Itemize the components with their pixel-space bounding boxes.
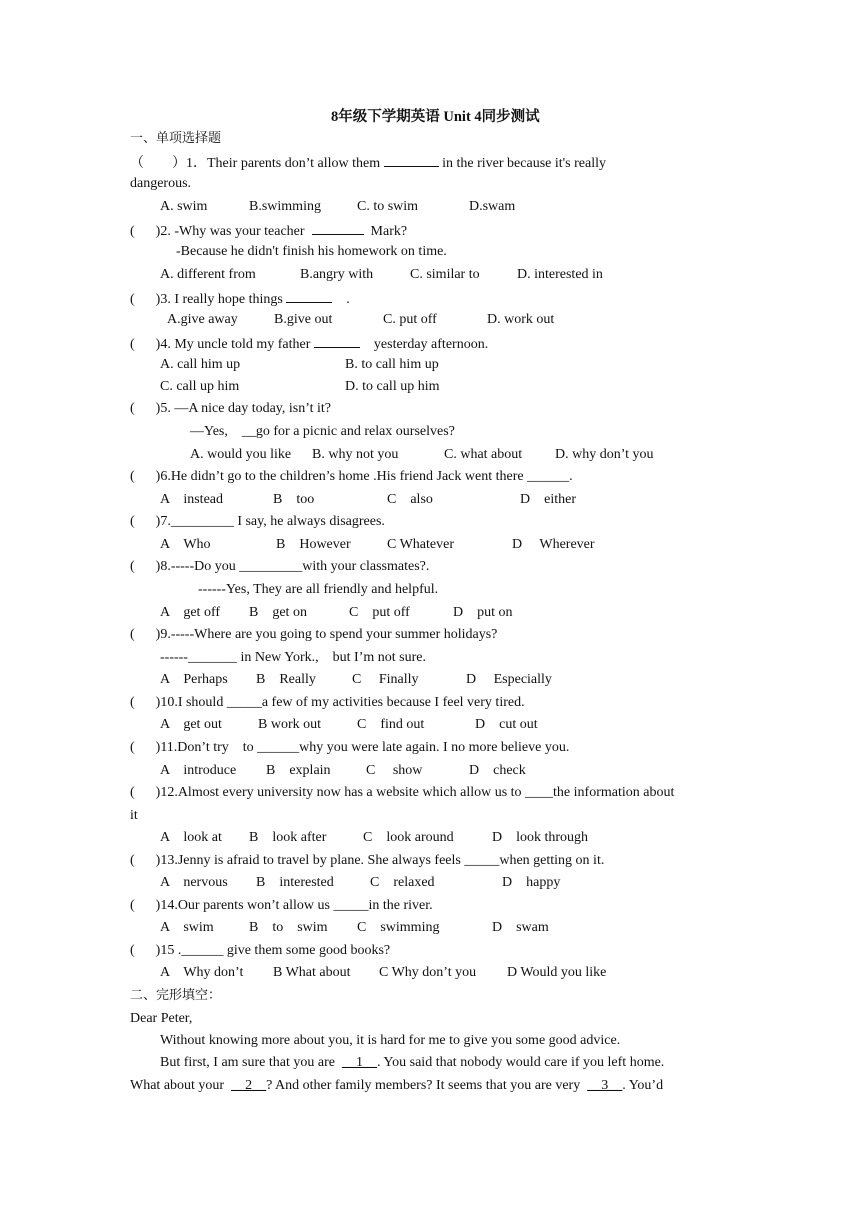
question-7-option-c: C Whatever [387,537,454,552]
question-3-option-d: D. work out [487,312,555,327]
question-7-option-d: D Wherever [512,537,595,552]
question-12-continuation: it [130,808,138,823]
section-heading-multiple-choice: 一、单项选择题 [130,131,222,146]
question-6-option-b: B too [273,492,315,507]
question-1 [130,152,606,173]
question-6-stem: ( )6.He didn’t go to the children’s home .His friend Jack went there ______. [130,469,573,484]
question-1-option-a: A. swim [160,199,208,214]
question-1-stem: （ ）1．Their parents don’t allow them [130,156,381,171]
question-14-stem: ( )14.Our parents won’t allow us _____in the river. [130,898,433,913]
question-5-option-d: D. why don’t you [555,447,654,462]
question-3 [130,288,350,309]
question-12-option-a: A look at [160,830,222,845]
question-14-option-a: A swim [160,920,214,935]
question-4-option-b: B. to call him up [345,357,439,372]
question-5-option-a: A. would you like [190,447,292,462]
question-2-option-d: D. interested in [517,267,603,282]
question-1-option-b: B.swimming [249,199,321,214]
question-4 [130,333,488,354]
question-6-option-d: D either [520,492,576,507]
question-6-option-a: A instead [160,492,223,507]
question-4-option-d: D. to call up him [345,379,440,394]
question-1-option-c: C. to swim [357,199,419,214]
question-3-option-c: C. put off [383,312,437,327]
letter-text: . You said that nobody would care if you left home. [376,1055,665,1070]
question-8-option-b: B get on [249,605,307,620]
answer-blank[interactable] [312,220,364,235]
question-3-stem-end: . [346,292,350,307]
question-3-option-b: B.give out [274,312,333,327]
answer-blank[interactable] [384,152,439,167]
question-12-option-d: D look through [492,830,589,845]
question-14-option-c: C swimming [357,920,440,935]
question-14-option-b: B to swim [249,920,328,935]
question-10-option-b: B work out [258,717,321,732]
cloze-blank-1[interactable]: __1__ [341,1055,377,1070]
question-4-stem-end: yesterday afternoon. [373,337,489,352]
question-11-option-a: A introduce [160,763,237,778]
question-7-option-b: B However [276,537,351,552]
answer-blank[interactable] [286,288,332,303]
question-2-option-b: B.angry with [300,267,374,282]
question-15-option-a: A Why don’t [160,965,244,980]
question-13-option-b: B interested [256,875,334,890]
question-3-option-a: A.give away [167,312,238,327]
question-9-option-b: B Really [256,672,316,687]
question-10-stem: ( )10.I should _____a few of my activities because I feel very tired. [130,695,525,710]
question-13-option-a: A nervous [160,875,228,890]
question-1-option-d: D.swam [469,199,516,214]
page-title: 8年级下学期英语 Unit 4同步测试 [331,109,540,125]
question-7-stem: ( )7._________ I say, he always disagrees. [130,514,385,529]
letter-paragraph-1: Without knowing more about you, it is hard for me to give you some good advice. [160,1033,621,1048]
section-heading-cloze: 二、完形填空： [130,988,222,1003]
question-8-reply: ------Yes, They are all friendly and helpful. [198,582,439,597]
question-15-option-c: C Why don’t you [379,965,477,980]
question-6-option-c: C also [387,492,433,507]
question-9-reply: ------_______ in New York., but I’m not sure. [160,650,426,665]
question-13-option-d: D happy [502,875,561,890]
question-11-stem: ( )11.Don’t try to ______why you were late again. I no more believe you. [130,740,570,755]
question-11-option-d: D check [469,763,526,778]
question-14-option-d: D swam [492,920,549,935]
question-8-option-d: D put on [453,605,513,620]
question-12-option-b: B look after [249,830,327,845]
question-4-stem: ( )4. My uncle told my father [130,337,311,352]
question-9-option-d: D Especially [466,672,552,687]
question-2-option-c: C. similar to [410,267,480,282]
question-4-option-a: A. call him up [160,357,241,372]
letter-text: But first, I am sure that you are [160,1055,335,1070]
question-13-stem: ( )13.Jenny is afraid to travel by plane. She always feels _____when getting on it. [130,853,605,868]
question-8-stem: ( )8.-----Do you _________with your classmates?. [130,559,430,574]
question-1-continuation: dangerous. [130,176,192,191]
question-9-option-c: C Finally [352,672,419,687]
question-9-option-a: A Perhaps [160,672,228,687]
question-13-option-c: C relaxed [370,875,435,890]
question-15-option-d: D Would you like [507,965,607,980]
question-5-stem: ( )5. —A nice day today, isn’t it? [130,401,332,416]
question-10-option-c: C find out [357,717,425,732]
question-9-stem: ( )9.-----Where are you going to spend your summer holidays? [130,627,498,642]
letter-text: . You’d [622,1078,664,1093]
question-2-stem-end: Mark? [370,224,408,239]
question-2-reply: -Because he didn't finish his homework on time. [176,244,447,259]
question-12-stem: ( )12.Almost every university now has a website which allow us to ____the information about [130,785,675,800]
question-11-option-b: B explain [266,763,331,778]
question-15-stem: ( )15 .______ give them some good books? [130,943,391,958]
question-4-option-c: C. call up him [160,379,240,394]
question-12-option-c: C look around [363,830,454,845]
letter-paragraph-2 [160,1054,664,1072]
question-2-option-a: A. different from [160,267,256,282]
question-15-option-b: B What about [273,965,351,980]
question-8-option-a: A get off [160,605,221,620]
question-7-option-a: A Who [160,537,211,552]
question-5-option-c: C. what about [444,447,523,462]
cloze-blank-2[interactable]: __2__ [231,1078,267,1093]
question-8-option-c: C put off [349,605,410,620]
letter-paragraph-2-continued [130,1077,663,1095]
question-2 [130,220,407,241]
cloze-blank-3[interactable]: __3__ [587,1078,623,1093]
question-11-option-c: C show [366,763,423,778]
question-5-reply: —Yes, __go for a picnic and relax ourselves? [190,424,455,439]
question-5-option-b: B. why not you [312,447,399,462]
question-10-option-d: D cut out [475,717,538,732]
question-3-stem: ( )3. I really hope things [130,292,283,307]
letter-greeting: Dear Peter, [130,1011,193,1026]
question-2-stem: ( )2. -Why was your teacher [130,224,305,239]
answer-blank[interactable] [314,333,360,348]
question-10-option-a: A get out [160,717,222,732]
letter-text: What about your [130,1078,225,1093]
letter-text: ? And other family members? It seems that you are very [266,1078,581,1093]
question-1-stem-end: in the river because it's really [442,156,606,171]
